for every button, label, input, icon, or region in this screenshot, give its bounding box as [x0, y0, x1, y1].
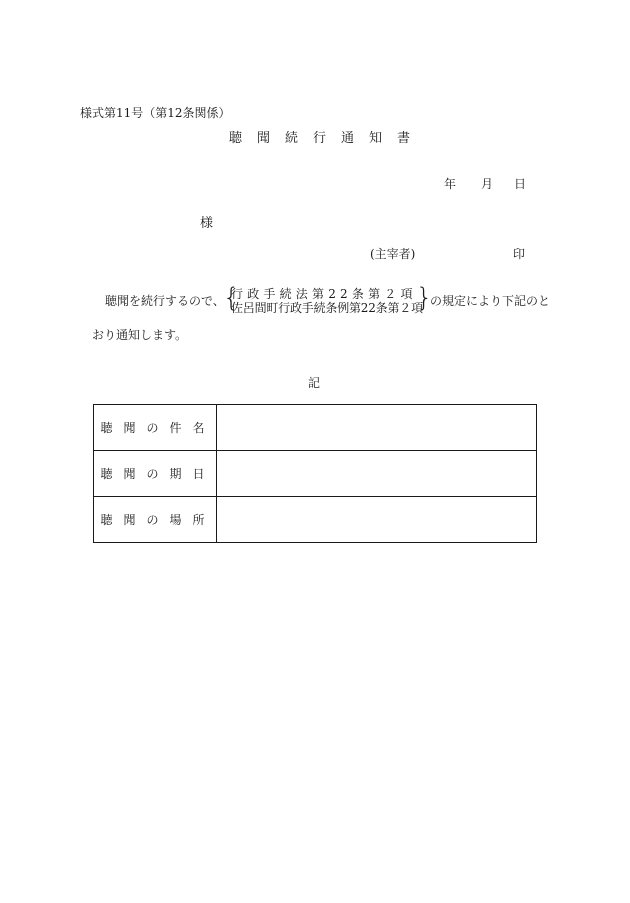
ki-heading: 記 — [308, 376, 321, 390]
hearing-subject-field[interactable] — [217, 405, 537, 451]
legal-reference-bracket — [223, 283, 433, 315]
reference-procedure-act: 行政手続法第22条第２項 — [231, 287, 417, 301]
addressee-suffix: 様 — [200, 216, 214, 231]
table-row — [94, 497, 537, 543]
body-tail: の規定により下記のと — [430, 294, 551, 308]
hearing-details-table — [93, 404, 537, 543]
row-label-place: 聴聞の場所 — [94, 497, 217, 543]
form-number: 様式第11号（第12条関係） — [80, 106, 231, 120]
row-label-subject: 聴聞の件名 — [94, 405, 217, 451]
left-brace: { — [223, 283, 240, 313]
row-label-date: 聴聞の期日 — [94, 451, 217, 497]
document-title: 聴聞続行通知書 — [229, 131, 426, 146]
date-month-label: 月 — [481, 177, 494, 191]
reference-town-ordinance: 佐呂間町行政手続条例第22条第２項 — [231, 301, 423, 315]
table-row — [94, 451, 537, 497]
date-year-label: 年 — [444, 177, 457, 191]
seal-mark: 印 — [513, 247, 526, 261]
table-row — [94, 405, 537, 451]
hearing-place-field[interactable] — [217, 497, 537, 543]
date-day-label: 日 — [514, 177, 527, 191]
body-continuation: おり通知します。 — [92, 328, 188, 342]
right-brace: } — [416, 283, 433, 313]
body-lead: 聴聞を続行するので、 — [105, 294, 225, 308]
organizer-label: (主宰者) — [370, 247, 416, 261]
hearing-date-field[interactable] — [217, 451, 537, 497]
